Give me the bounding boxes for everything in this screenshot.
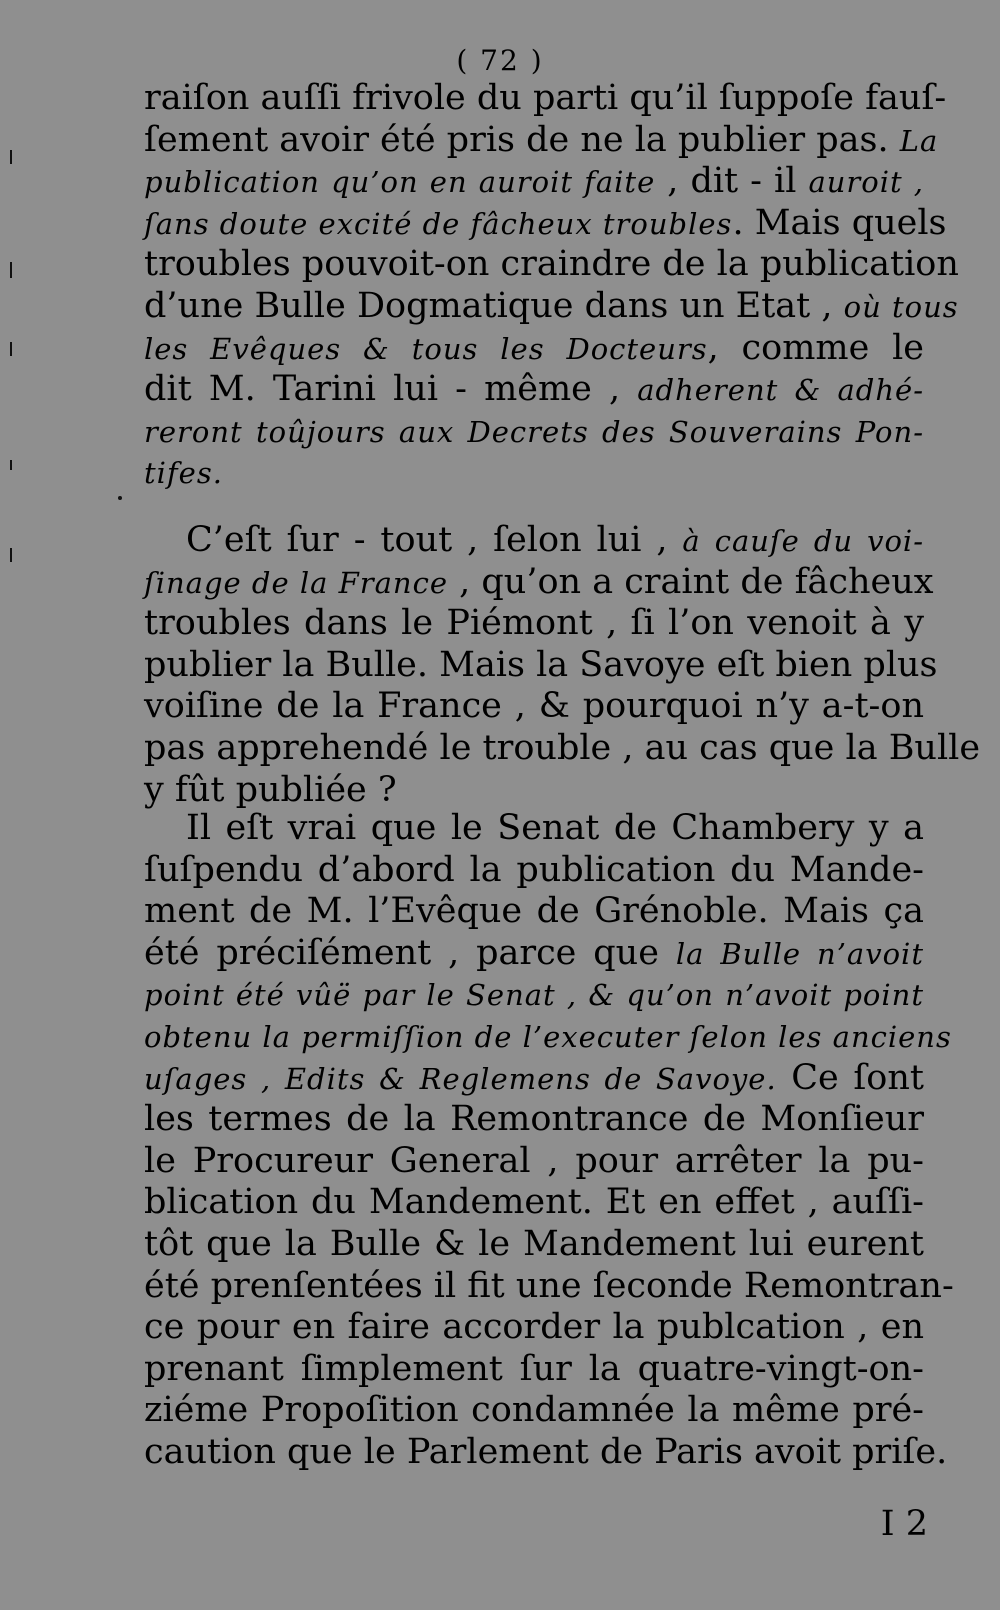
text-line [144,328,924,370]
text-segment: Ce ſont [776,1057,924,1098]
text-segment: ce pour en faire accorder la publcation , en [144,1307,924,1348]
text-segment: tôt que la Bulle & le Mandement lui eurent [144,1223,924,1264]
text-segment: ſuſpendu d’abord la publication du Mande- [144,849,924,890]
text-line [144,1141,924,1183]
margin-mark [10,150,12,164]
text-line [144,452,924,494]
text-segment: . Mais quels [732,202,947,243]
text-segment: caution que le Parlement de Paris avoit priſe. [144,1431,948,1472]
text-segment: publier la Bulle. Mais la Savoye eſt bien plus [144,644,938,685]
text-line [144,974,924,1016]
text-segment: La [899,123,939,158]
text-line [144,244,959,286]
text-line [144,411,924,453]
text-segment: troubles pouvoit-on craindre de la publication [144,244,959,285]
text-line [144,1099,924,1141]
page-number: ( 72 ) [456,44,544,77]
paragraph-2 [144,520,981,811]
text-line [144,202,947,245]
text-segment: C’eſt ſur - tout , ſelon lui , [186,520,683,560]
text-line [144,119,939,162]
margin-mark [10,460,12,470]
text-line [144,850,924,892]
text-segment: été prenſentées il fit une ſeconde Remontran- [144,1265,954,1306]
text-line [144,1058,924,1100]
margin-mark [10,548,12,562]
margin-mark [10,262,12,278]
text-segment: la Bulle n’avoit [675,936,924,971]
text-line [144,1265,954,1308]
text-segment: , qu’on a craint de fâcheux [448,561,934,602]
text-segment: dit M. Tarini lui - même , [144,369,638,410]
text-line [144,644,938,687]
text-segment: les termes de la Remontrance de Monſieur [144,1099,924,1140]
text-segment: ſans doute excité de fâcheux troubles [144,206,733,241]
text-line [144,161,924,203]
text-line [144,520,924,562]
text-line [144,1016,952,1058]
text-line [144,1349,924,1391]
text-segment: à cauſe du voi- [682,524,924,558]
text-line [144,1224,924,1266]
text-line [144,770,924,812]
text-segment: ziéme Propoſition condamnée la même pré- [144,1390,924,1431]
text-line [144,603,924,645]
margin-mark [10,342,12,356]
text-line [144,1307,924,1349]
paragraph-3 [144,808,954,1474]
text-segment: le Procureur General , pour arrêter la pu- [144,1140,924,1181]
text-segment: troubles dans le Piémont , ſi l’on venoit à y [144,603,924,644]
text-segment: les Evêques & tous les Docteurs [144,331,708,366]
text-segment: ſement avoir été pris de ne la publier pas. [144,119,900,160]
text-segment: pas apprehendé le trouble , au cas que la Bulle [144,727,981,768]
text-segment: d’une Bulle Dogmatique dans un Etat , [144,285,844,326]
text-segment: , dit - il [655,161,809,202]
text-line [144,1390,924,1432]
text-segment: adherent & adhé- [637,373,924,408]
text-line [144,808,924,850]
text-line [144,1431,948,1474]
text-segment: reront toûjours aux Decrets des Souverains Pon- [144,414,924,449]
text-segment: été préciſément , parce que [144,932,676,973]
text-segment: voiſine de la France , & pourquoi n’y a-t-on [144,686,924,727]
text-line [144,285,959,328]
text-segment: ment de M. l’Evêque de Grénoble. Mais ça [144,891,924,932]
text-segment: obtenu la permiſſion de l’executer ſelon les anciens [144,1019,952,1054]
text-segment: y fût publiée ? [144,769,397,810]
text-segment: publication qu’on en auroit faite [144,165,656,200]
text-segment: où tous [843,289,959,324]
text-segment: Il eſt vrai que le Senat de Chambery y a [186,808,924,848]
catchword: I 2 [880,1504,928,1544]
text-line [144,891,924,933]
text-segment: uſages , Edits & Reglemens de Savoye. [144,1061,777,1096]
text-line [144,686,924,728]
text-line [144,369,924,411]
text-line [144,561,934,604]
text-segment: ſinage de la France [144,565,449,600]
margin-dot [118,496,122,500]
text-segment: prenant ſimplement ſur la quatre-vingt-on- [144,1348,924,1389]
text-line [144,933,924,975]
text-segment: auroit , [808,165,925,200]
text-line [144,1182,924,1224]
text-segment: point été vûë par le Senat , & qu’on n’avoit point [144,978,924,1013]
text-segment: raiſon auſſi frivole du parti qu’il ſuppoſe fauſ- [144,78,947,118]
paragraph-1 [144,78,959,494]
text-segment: blication du Mandement. Et en effet , auſſi- [144,1182,924,1223]
text-line [144,727,981,770]
text-line [144,78,947,120]
text-segment: , comme le [707,327,924,368]
text-segment: tifes. [144,456,223,491]
